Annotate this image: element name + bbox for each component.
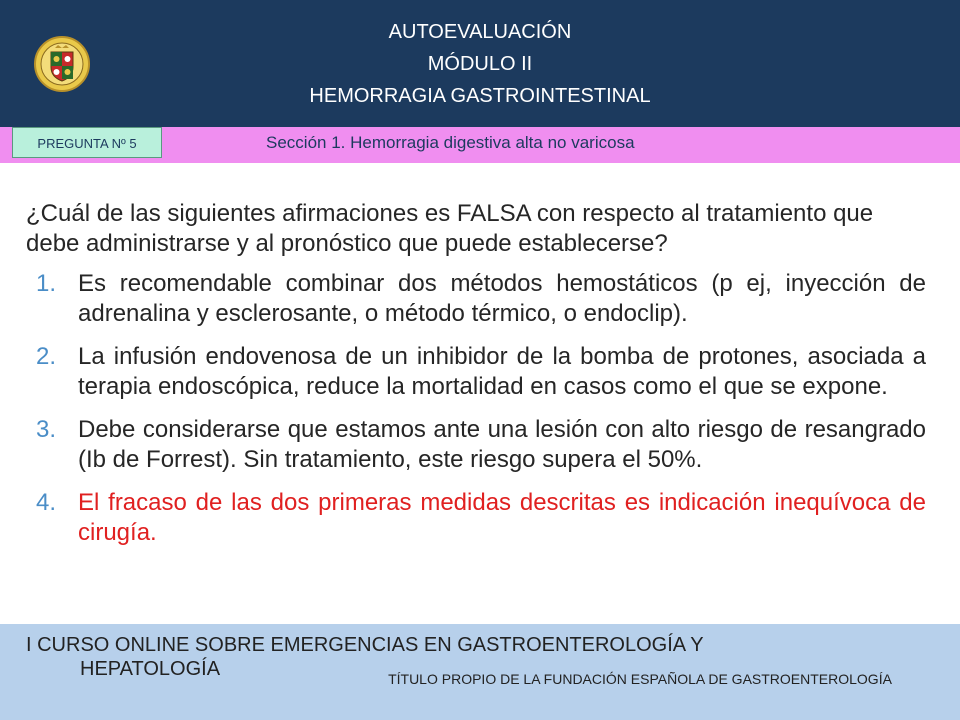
option-text: Debe considerarse que estamos ante una lesión con alto riesgo de resangrado (Ib de Forrest). Sin tratamiento, este riesgo supera el 50%.: [78, 416, 926, 473]
header: [0, 0, 960, 127]
option-text: Es recomendable combinar dos métodos hemostáticos (p ej, inyección de adrenalina y esclerosante, o método térmico, o endoclip).: [78, 270, 926, 327]
answer-option-4[interactable]: [26, 488, 926, 548]
course-title: I CURSO ONLINE SOBRE EMERGENCIAS EN GASTROENTEROLOGÍA Y: [26, 634, 704, 656]
option-text: La infusión endovenosa de un inhibidor de la bomba de protones, asociada a terapia endoscópica, reduce la mortalidad en casos como el que se expone.: [78, 343, 926, 400]
course-title-continued: HEPATOLOGÍA: [80, 658, 221, 680]
header-title-line-3: HEMORRAGIA GASTROINTESTINAL: [309, 85, 651, 107]
option-number: 3.: [36, 416, 57, 443]
option-number: 4.: [36, 489, 57, 516]
header-title-line-1: AUTOEVALUACIÓN: [388, 21, 572, 43]
section-title: Sección 1. Hemorragia digestiva alta no varicosa: [266, 133, 635, 152]
answer-options: [26, 269, 926, 548]
option-number: 2.: [36, 343, 57, 370]
footer: [0, 624, 960, 720]
header-title-line-2: MÓDULO II: [427, 53, 533, 75]
answer-option-1[interactable]: [26, 269, 926, 329]
answer-option-2[interactable]: [26, 342, 926, 402]
answer-option-3[interactable]: [26, 415, 926, 475]
question-number-tab: PREGUNTA Nº 5: [12, 127, 162, 158]
option-number: 1.: [36, 270, 57, 297]
course-subtitle: TÍTULO PROPIO DE LA FUNDACIÓN ESPAÑOLA DE GASTROENTEROLOGÍA: [388, 671, 892, 687]
question-content: [26, 199, 926, 561]
option-text: El fracaso de las dos primeras medidas descritas es indicación inequívoca de cirugía.: [78, 489, 926, 546]
question-text: ¿Cuál de las siguientes afirmaciones es FALSA con respecto al tratamiento que debe administrarse y al pronóstico que puede establecerse?: [26, 200, 874, 257]
